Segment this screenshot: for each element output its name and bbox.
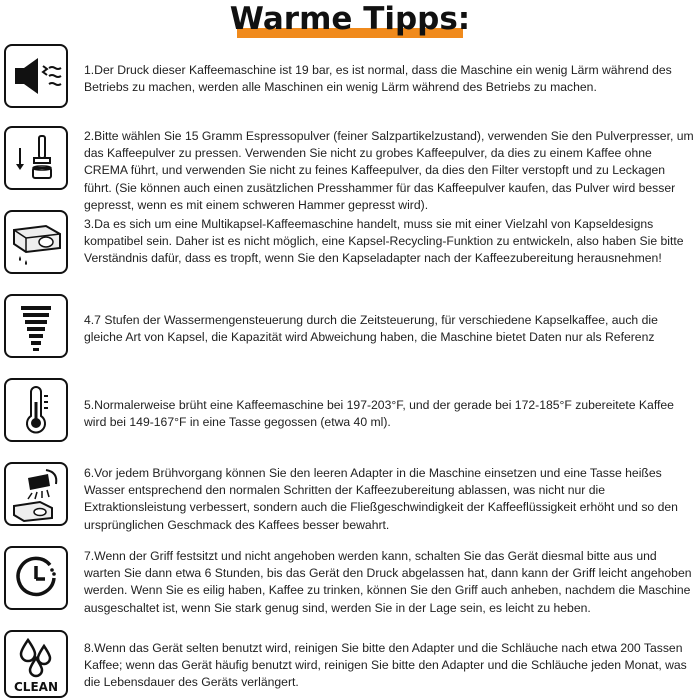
tip-number: 6. [84, 466, 95, 480]
page-title: Warme Tipps: [229, 1, 471, 37]
tip-5 [84, 397, 696, 431]
water-level-icon [4, 294, 68, 358]
thermometer-icon [4, 378, 68, 442]
tip-number: 4. [84, 313, 95, 327]
tip-text: Vor jedem Brühvorgang können Sie den leeren Adapter in die Maschine einsetzen und eine Tasse heißes Wasser entsprechend den normalen Schritten der Kaffeezubereitung ablassen, was nicht nur die Extraktionsleistung verbessert, sondern auch die Fließgeschwindigkeit der Kaffeeflüssigkeit erhöht und so den ursprünglichen Geschmack des Kaffees besser bewahrt. [84, 466, 678, 532]
clean-label: CLEAN [14, 680, 58, 694]
tip-3 [84, 216, 696, 268]
tip-number: 2. [84, 129, 95, 143]
clean-drops-icon [4, 630, 68, 698]
tip-text: Da es sich um eine Multikapsel-Kaffeemaschine handelt, muss sie mit einer Vielzahl von Kapseldesigns kompatibel sein. Daher ist es nicht möglich, eine Kapsel-Recycling-Funktion zu entwickeln, also haben Sie bitte Verständnis dafür, dass es tropft, wenn Sie den Kapseladapter nach der Kaffeezubereitung herausnehmen! [84, 217, 684, 266]
tip-number: 1. [84, 63, 95, 77]
tip-text: Wenn der Griff festsitzt und nicht angehoben werden kann, schalten Sie das Gerät diesmal bitte aus und warten Sie dann etwa 6 Stunden, bis das Gerät den Druck abgelassen hat, dann kann der Griff leicht angehoben werden. Wenn Sie es eilig haben, Kaffee zu trinken, können Sie den Griff auch anheben, nachdem die Maschine ausgeschaltet ist, wenn Sie stark genug sind, werden Sie in der Lage sein, es leicht zu heben. [84, 549, 692, 615]
tip-text: Bitte wählen Sie 15 Gramm Espressopulver (feiner Salzpartikelzustand), verwenden Sie den Pulverpresser, um das Kaffeepulver zu pressen. Verwenden Sie nicht zu grobes Kaffeepulver, da dies zu einem Kaffee ohne CREMA führt, und verwenden Sie nicht zu feines Kaffeepulver, da dies den Filter verstopft und zu Leckagen führt. (Sie können auch einen zusätzlichen Presshammer für das Kaffeepulver kaufen, das Pulver wird besser gepresst, wenn es mit einem schweren Hammer gepresst wird). [84, 129, 694, 212]
tip-8 [84, 640, 696, 692]
speaker-noise-icon [4, 44, 68, 108]
tip-text: 7 Stufen der Wassermengensteuerung durch die Zeitsteuerung, für verschiedene Kapselkaffee, auch die gleiche Art von Kapsel, die Kapazität wird Abweichung haben, die Maschine bietet Daten nur als Referenz [84, 313, 658, 345]
shower-adapter-icon [4, 462, 68, 526]
tip-number: 5. [84, 398, 95, 412]
tamper-icon [4, 126, 68, 190]
tip-1 [84, 62, 696, 96]
tip-7 [84, 548, 696, 617]
tip-2 [84, 128, 696, 214]
tip-text: Der Druck dieser Kaffeemaschine ist 19 bar, es ist normal, dass die Maschine ein wenig Lärm während des Betriebs zu machen, werden alle Maschinen ein wenig Lärm während des Betriebs zu machen. [84, 63, 672, 95]
clock-icon [4, 546, 68, 610]
tip-6 [84, 465, 696, 534]
capsule-adapter-drip-icon [4, 210, 68, 274]
tip-4 [84, 312, 696, 346]
title-area [0, 0, 700, 44]
tip-text: Normalerweise brüht eine Kaffeemaschine bei 197-203°F, und der gerade bei 172-185°F zubereitete Kaffee wird bei 149-167°F in eine Tasse gegossen (etwa 40 ml). [84, 398, 674, 430]
tip-text: Wenn das Gerät selten benutzt wird, reinigen Sie bitte den Adapter und die Schläuche nach etwa 200 Tassen Kaffee; wenn das Gerät häufig benutzt wird, reinigen Sie bitte den Adapter und die Schläuche jeden Monat, was die Lebensdauer des Geräts verlängert. [84, 641, 687, 690]
tip-number: 3. [84, 217, 95, 231]
tip-number: 8. [84, 641, 95, 655]
tip-number: 7. [84, 549, 95, 563]
